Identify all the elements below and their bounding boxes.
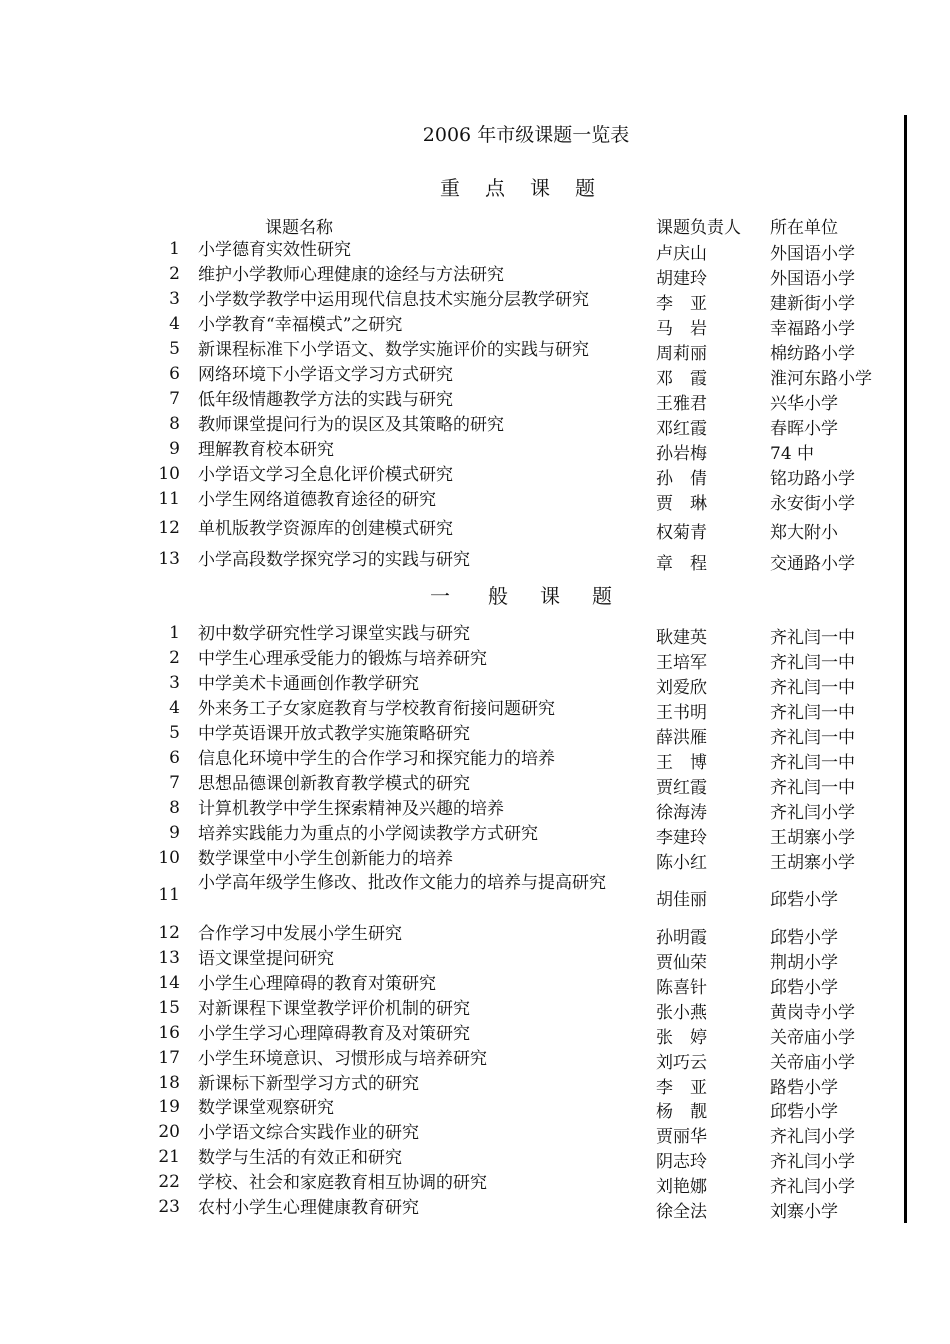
table-row	[0, 464, 950, 489]
topic-leader: 耿建英	[656, 628, 707, 648]
topic-leader: 徐海涛	[656, 803, 707, 823]
table-row	[0, 364, 950, 389]
row-number: 2	[169, 648, 180, 668]
topic-leader: 贾仙荣	[656, 953, 707, 973]
heading-char: 题	[575, 176, 595, 200]
topic-name: 小学数学教学中运用现代信息技术实施分层教学研究	[198, 290, 589, 310]
row-number: 17	[158, 1048, 180, 1068]
school-unit: 齐礼闫一中	[770, 653, 855, 673]
school-unit: 齐礼闫一中	[770, 753, 855, 773]
topic-name: 小学教育“幸福模式”之研究	[198, 315, 403, 335]
school-unit: 荆胡小学	[770, 953, 838, 973]
school-unit: 幸福路小学	[770, 319, 855, 339]
topic-name: 农村小学生心理健康教育研究	[198, 1198, 419, 1218]
row-number: 4	[169, 698, 180, 718]
topic-name: 低年级情趣教学方法的实践与研究	[198, 390, 453, 410]
table-row	[0, 648, 950, 673]
topic-name: 新课标下新型学习方式的研究	[198, 1074, 419, 1094]
school-unit: 齐礼闫小学	[770, 1152, 855, 1172]
school-unit: 74 中	[770, 444, 815, 464]
row-number: 18	[158, 1073, 180, 1093]
heading-char: 般	[488, 584, 508, 608]
heading-char: 课	[540, 584, 560, 608]
table-row	[0, 1197, 950, 1222]
row-number: 11	[158, 489, 180, 509]
topic-leader: 李 亚	[656, 1078, 707, 1098]
school-unit: 交通路小学	[770, 554, 855, 574]
row-number: 5	[169, 723, 180, 743]
school-unit: 齐礼闫一中	[770, 678, 855, 698]
school-unit: 邱砦小学	[770, 928, 838, 948]
topic-leader: 刘爱欣	[656, 678, 707, 698]
school-unit: 外国语小学	[770, 244, 855, 264]
topic-leader: 胡佳丽	[656, 890, 707, 910]
topic-name: 小学语文学习全息化评价模式研究	[198, 465, 453, 485]
school-unit: 齐礼闫一中	[770, 728, 855, 748]
topic-leader: 王雅君	[656, 394, 707, 414]
row-number: 14	[158, 973, 180, 993]
row-number: 10	[158, 848, 180, 868]
topic-leader: 李建玲	[656, 828, 707, 848]
topic-name: 计算机教学中学生探索精神及兴趣的培养	[198, 799, 504, 819]
school-unit: 刘寨小学	[770, 1202, 838, 1222]
school-unit: 关帝庙小学	[770, 1028, 855, 1048]
topic-leader: 周莉丽	[656, 344, 707, 364]
school-unit: 兴华小学	[770, 394, 838, 414]
table-row	[0, 1048, 950, 1073]
table-row	[0, 264, 950, 289]
topic-name: 学校、社会和家庭教育相互协调的研究	[198, 1173, 487, 1193]
topic-leader: 马 岩	[656, 319, 707, 339]
topic-name: 小学高年级学生修改、批改作文能力的培养与提高研究	[198, 873, 606, 893]
table-row	[0, 1122, 950, 1147]
table-row	[0, 1147, 950, 1172]
column-header-person: 课题负责人	[656, 218, 741, 238]
school-unit: 建新街小学	[770, 294, 855, 314]
row-number: 15	[158, 998, 180, 1018]
heading-char: 课	[530, 176, 550, 200]
topic-leader: 胡建玲	[656, 269, 707, 289]
row-number: 6	[169, 748, 180, 768]
table-row	[0, 973, 950, 998]
table-row	[0, 439, 950, 464]
topic-leader: 刘巧云	[656, 1053, 707, 1073]
school-unit: 棉纺路小学	[770, 344, 855, 364]
school-unit: 郑大附小	[770, 523, 838, 543]
school-unit: 王胡寨小学	[770, 828, 855, 848]
topic-name: 对新课程下课堂教学评价机制的研究	[198, 999, 470, 1019]
row-number: 3	[169, 673, 180, 693]
topic-leader: 章 程	[656, 554, 707, 574]
table-row	[0, 1172, 950, 1197]
table-row	[0, 239, 950, 264]
topic-leader: 张小燕	[656, 1003, 707, 1023]
topic-leader: 贾红霞	[656, 778, 707, 798]
topic-name: 中学英语课开放式教学实施策略研究	[198, 724, 470, 744]
topic-name: 小学生环境意识、习惯形成与培养研究	[198, 1049, 487, 1069]
topic-name: 培养实践能力为重点的小学阅读教学方式研究	[198, 824, 538, 844]
row-number: 9	[169, 439, 180, 459]
school-unit: 齐礼闫小学	[770, 1127, 855, 1147]
row-number: 16	[158, 1023, 180, 1043]
table-row	[0, 923, 950, 948]
row-number: 1	[169, 239, 180, 259]
table-row	[0, 389, 950, 414]
topic-leader: 孙 倩	[656, 469, 707, 489]
topic-name: 小学高段数学探究学习的实践与研究	[198, 550, 470, 570]
topic-name: 外来务工子女家庭教育与学校教育衔接问题研究	[198, 699, 555, 719]
column-header-name: 课题名称	[265, 218, 333, 238]
school-unit: 王胡寨小学	[770, 853, 855, 873]
topic-leader: 王培军	[656, 653, 707, 673]
topic-name: 初中数学研究性学习课堂实践与研究	[198, 624, 470, 644]
school-unit: 齐礼闫一中	[770, 703, 855, 723]
school-unit: 路砦小学	[770, 1078, 838, 1098]
row-number: 5	[169, 339, 180, 359]
row-number: 10	[158, 464, 180, 484]
section-heading-general	[430, 580, 637, 609]
topic-name: 小学语文综合实践作业的研究	[198, 1123, 419, 1143]
topic-leader: 徐全法	[656, 1202, 707, 1222]
table-row	[0, 948, 950, 973]
topic-name: 小学德育实效性研究	[198, 240, 351, 260]
table-row	[0, 623, 950, 648]
heading-char: 点	[485, 176, 505, 200]
school-unit: 淮河东路小学	[770, 369, 872, 389]
table-row	[0, 673, 950, 698]
table-row	[0, 872, 950, 920]
table-row	[0, 489, 950, 514]
school-unit: 邱砦小学	[770, 978, 838, 998]
school-unit: 黄岗寺小学	[770, 1003, 855, 1023]
row-number: 1	[169, 623, 180, 643]
topic-name: 维护小学教师心理健康的途经与方法研究	[198, 265, 504, 285]
row-number: 2	[169, 264, 180, 284]
topic-leader: 邓 霞	[656, 369, 707, 389]
row-number: 7	[169, 773, 180, 793]
table-row	[0, 314, 950, 339]
topic-name: 信息化环境中学生的合作学习和探究能力的培养	[198, 749, 555, 769]
school-unit: 永安街小学	[770, 494, 855, 514]
topic-leader: 贾 琳	[656, 494, 707, 514]
topic-leader: 孙岩梅	[656, 444, 707, 464]
row-number: 23	[158, 1197, 180, 1217]
topic-name: 语文课堂提问研究	[198, 949, 334, 969]
row-number: 20	[158, 1122, 180, 1142]
topic-name: 思想品德课创新教育教学模式的研究	[198, 774, 470, 794]
topic-leader: 王书明	[656, 703, 707, 723]
school-unit: 关帝庙小学	[770, 1053, 855, 1073]
table-row	[0, 339, 950, 364]
topic-name: 教师课堂提问行为的误区及其策略的研究	[198, 415, 504, 435]
row-number: 3	[169, 289, 180, 309]
topic-leader: 陈小红	[656, 853, 707, 873]
topic-leader: 卢庆山	[656, 244, 707, 264]
heading-char: 一	[430, 584, 450, 608]
table-row	[0, 698, 950, 723]
table-row	[0, 823, 950, 848]
heading-char: 重	[440, 176, 460, 200]
topic-name: 中学美术卡通画创作教学研究	[198, 674, 419, 694]
table-row	[0, 414, 950, 439]
topic-leader: 薛洪雁	[656, 728, 707, 748]
topic-leader: 权菊青	[656, 523, 707, 543]
topic-name: 数学课堂中小学生创新能力的培养	[198, 849, 453, 869]
row-number: 12	[158, 518, 180, 538]
row-number: 9	[169, 823, 180, 843]
row-number: 11	[158, 885, 180, 905]
school-unit: 邱砦小学	[770, 890, 838, 910]
row-number: 19	[158, 1097, 180, 1117]
topic-name: 理解教育校本研究	[198, 440, 334, 460]
school-unit: 铭功路小学	[770, 469, 855, 489]
table-row	[0, 1097, 950, 1122]
topic-name: 中学生心理承受能力的锻炼与培养研究	[198, 649, 487, 669]
table-row	[0, 549, 950, 574]
row-number: 13	[158, 948, 180, 968]
row-number: 22	[158, 1172, 180, 1192]
topic-leader: 邓红霞	[656, 419, 707, 439]
topic-name: 数学课堂观察研究	[198, 1098, 334, 1118]
school-unit: 齐礼闫一中	[770, 778, 855, 798]
topic-leader: 杨 靓	[656, 1102, 707, 1122]
row-number: 7	[169, 389, 180, 409]
column-header-unit: 所在单位	[770, 218, 838, 238]
table-row	[0, 723, 950, 748]
table-row	[0, 1023, 950, 1048]
row-number: 12	[158, 923, 180, 943]
heading-char: 题	[592, 584, 612, 608]
row-number: 4	[169, 314, 180, 334]
row-number: 8	[169, 798, 180, 818]
table-row	[0, 773, 950, 798]
topic-name: 单机版教学资源库的创建模式研究	[198, 519, 453, 539]
topic-leader: 李 亚	[656, 294, 707, 314]
school-unit: 邱砦小学	[770, 1102, 838, 1122]
topic-leader: 刘艳娜	[656, 1177, 707, 1197]
topic-leader: 阴志玲	[656, 1152, 707, 1172]
topic-leader: 贾丽华	[656, 1127, 707, 1147]
topic-leader: 陈喜针	[656, 978, 707, 998]
topic-name: 小学生心理障碍的教育对策研究	[198, 974, 436, 994]
school-unit: 齐礼闫小学	[770, 1177, 855, 1197]
topic-name: 小学生学习心理障碍教育及对策研究	[198, 1024, 470, 1044]
school-unit: 外国语小学	[770, 269, 855, 289]
school-unit: 春晖小学	[770, 419, 838, 439]
table-row	[0, 848, 950, 873]
topic-name: 合作学习中发展小学生研究	[198, 924, 402, 944]
topic-name: 新课程标准下小学语文、数学实施评价的实践与研究	[198, 340, 589, 360]
table-row	[0, 748, 950, 773]
row-number: 13	[158, 549, 180, 569]
table-row	[0, 1073, 950, 1098]
topic-name: 网络环境下小学语文学习方式研究	[198, 365, 453, 385]
topic-leader: 孙明霞	[656, 928, 707, 948]
school-unit: 齐礼闫小学	[770, 803, 855, 823]
topic-name: 小学生网络道德教育途径的研究	[198, 490, 436, 510]
section-heading-key	[440, 172, 620, 201]
topic-name: 数学与生活的有效正和研究	[198, 1148, 402, 1168]
table-row	[0, 998, 950, 1023]
row-number: 6	[169, 364, 180, 384]
row-number: 8	[169, 414, 180, 434]
table-row	[0, 518, 950, 543]
row-number: 21	[158, 1147, 180, 1167]
school-unit: 齐礼闫一中	[770, 628, 855, 648]
table-row	[0, 798, 950, 823]
table-row	[0, 289, 950, 314]
topic-leader: 张 婷	[656, 1028, 707, 1048]
topic-leader: 王 博	[656, 753, 707, 773]
page-title: 2006 年市级课题一览表	[422, 124, 630, 146]
